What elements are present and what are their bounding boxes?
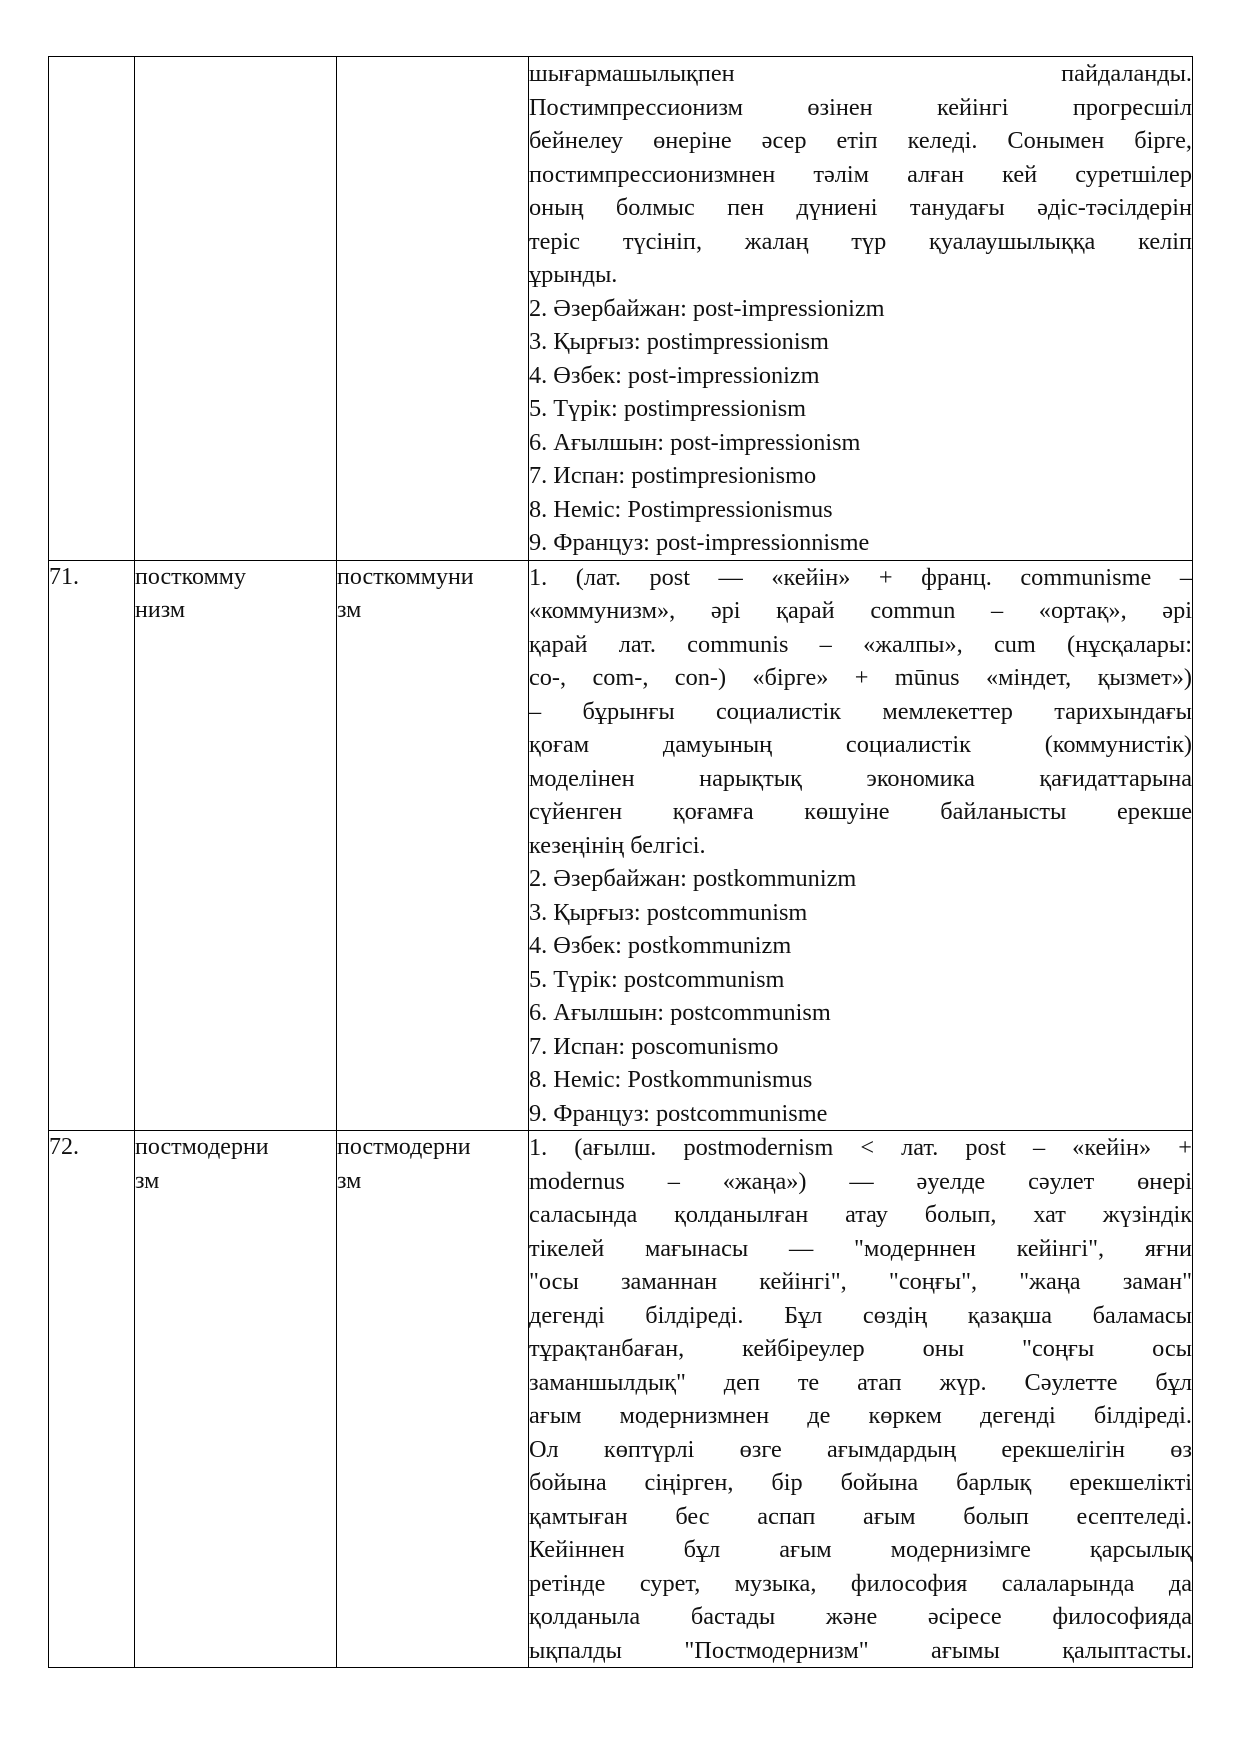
translation-line: 3. Қырғыз: postimpressionism xyxy=(529,328,829,355)
entry-number xyxy=(49,57,135,561)
term-kazakh xyxy=(135,57,337,561)
translation-line: 8. Неміс: Postimpressionismus xyxy=(529,495,833,523)
glossary-row xyxy=(49,1131,1193,1668)
paragraph-line: тұрақтанбаған, кейбіреулер оны "соңғы осы xyxy=(529,1335,1192,1362)
term-kazakh xyxy=(135,1131,337,1668)
paragraph-line: бейнелеу өнеріне әсер етіп келеді. Сонымен бірге, xyxy=(529,127,1192,154)
definition xyxy=(529,57,1193,561)
paragraph-line: ретінде сурет, музыка, философия салаларында да xyxy=(529,1569,1192,1597)
definition-paragraph xyxy=(529,1131,1192,1667)
glossary-table-body xyxy=(49,57,1193,1668)
translation-line: 2. Әзербайжан: post-impressionizm xyxy=(529,294,885,322)
paragraph-line: modernus – «жаңа») — әуелде сәулет өнері xyxy=(529,1167,1192,1195)
translation-line: 3. Қырғыз: postcommunism xyxy=(529,898,808,926)
translation-line: 9. Француз: post-impressionnisme xyxy=(529,529,870,556)
term-line: постмодерни xyxy=(337,1134,471,1160)
translation-line: 6. Ағылшын: post-impressionism xyxy=(529,428,861,456)
term-line: зм xyxy=(337,1167,362,1194)
paragraph-line: сүйенген қоғамға көшуіне байланысты ерекше xyxy=(529,798,1192,825)
translation-line: 8. Неміс: Postkommunismus xyxy=(529,1066,813,1093)
term-line: низм xyxy=(135,597,186,623)
paragraph-line: шығармашылықпен пайдаланды. xyxy=(529,60,1192,87)
definition xyxy=(529,560,1193,1131)
translation-line: 4. Өзбек: postkommunizm xyxy=(529,932,792,959)
term-line: зм xyxy=(337,597,362,623)
paragraph-line: Ол көптүрлі өзге ағымдардың ерекшелігін өз xyxy=(529,1435,1192,1463)
paragraph-line: теріс түсініп, жалаң түр қуалаушылыққа келіп xyxy=(529,227,1192,255)
paragraph-line: co-, com-, con-) «бірге» + mūnus «міндет, қызмет») xyxy=(529,664,1192,691)
definition-paragraph xyxy=(529,57,1192,292)
paragraph-line: ықпалды "Постмодернизм" ағымы қалыптасты. xyxy=(529,1636,1192,1664)
paragraph-line: қарай лат. communis – «жалпы», cum (нұсқалары: xyxy=(529,630,1192,658)
definition-paragraph xyxy=(529,561,1192,863)
translation-line: 5. Түрік: postimpressionism xyxy=(529,395,807,422)
paragraph-line: тікелей мағынасы — "модерннен кейінгі", яғни xyxy=(529,1234,1192,1262)
translation-line: 7. Испан: poscomunismo xyxy=(529,1032,779,1060)
term-line: посткоммуни xyxy=(337,563,474,590)
paragraph-line: «коммунизм», әрі қарай commun – «ортақ», әрі xyxy=(529,597,1192,624)
glossary-table xyxy=(48,56,1193,1668)
paragraph-line: қамтыған бес аспап ағым болып есептеледі. xyxy=(529,1502,1192,1530)
paragraph-line: 1. (ағылш. postmodernism < лат. post – «кейін» + xyxy=(529,1134,1192,1161)
translation-line: 7. Испан: postimpresionismo xyxy=(529,462,817,489)
translation-line: 9. Француз: postcommunisme xyxy=(529,1099,828,1127)
translation-line: 4. Өзбек: post-impressionizm xyxy=(529,361,820,389)
paragraph-line: қоғам дамуының социалистік (коммунистік) xyxy=(529,731,1192,758)
translation-line: 6. Ағылшын: postcommunism xyxy=(529,999,831,1026)
term-kazakh xyxy=(135,560,337,1131)
paragraph-line: ағым модернизмнен де көркем дегенді білдіреді. xyxy=(529,1402,1192,1429)
glossary-row xyxy=(49,57,1193,561)
glossary-row xyxy=(49,560,1193,1131)
paragraph-line: моделінен нарықтық экономика қағидаттарына xyxy=(529,764,1192,792)
term-variant xyxy=(337,1131,529,1668)
term-line: посткомму xyxy=(135,563,246,590)
term-line: постмодерни xyxy=(135,1134,269,1160)
paragraph-line: заманшылдық" деп те атап жүр. Сәулетте бұл xyxy=(529,1368,1192,1396)
paragraph-line: қолданыла бастады және әсіресе философияда xyxy=(529,1603,1192,1630)
paragraph-line: саласында қолданылған атау болып, хат жүзіндік xyxy=(529,1201,1192,1228)
paragraph-line: – бұрынғы социалистік мемлекеттер тарихындағы xyxy=(529,697,1192,725)
paragraph-line: Кейіннен бұл ағым модернизімге қарсылық xyxy=(529,1536,1192,1563)
definition xyxy=(529,1131,1193,1668)
paragraph-line: постимпрессионизмнен тәлім алған кей суретшілер xyxy=(529,160,1192,188)
entry-number: 71. xyxy=(49,560,135,1131)
paragraph-line: оның болмыс пен дүниені танудағы әдіс-тәсілдерін xyxy=(529,194,1192,221)
paragraph-line: Постимпрессионизм өзінен кейінгі прогресшіл xyxy=(529,93,1192,121)
term-variant xyxy=(337,560,529,1131)
paragraph-line: кезеңінің белгісі. xyxy=(529,831,706,859)
entry-number: 72. xyxy=(49,1131,135,1668)
paragraph-line: "осы заманнан кейінгі", "соңғы", "жаңа заман" xyxy=(529,1268,1192,1295)
translation-line: 2. Әзербайжан: postkommunizm xyxy=(529,865,857,892)
paragraph-line: бойына сіңірген, бір бойына барлық ерекшелікті xyxy=(529,1469,1192,1496)
translation-line: 5. Түрік: postcommunism xyxy=(529,965,785,993)
paragraph-line: дегенді білдіреді. Бұл сөздің қазақша баламасы xyxy=(529,1301,1192,1329)
term-variant xyxy=(337,57,529,561)
term-line: зм xyxy=(135,1167,160,1194)
paragraph-line: 1. (лат. post — «кейін» + франц. communisme – xyxy=(529,563,1192,591)
paragraph-line: ұрынды. xyxy=(529,261,618,288)
